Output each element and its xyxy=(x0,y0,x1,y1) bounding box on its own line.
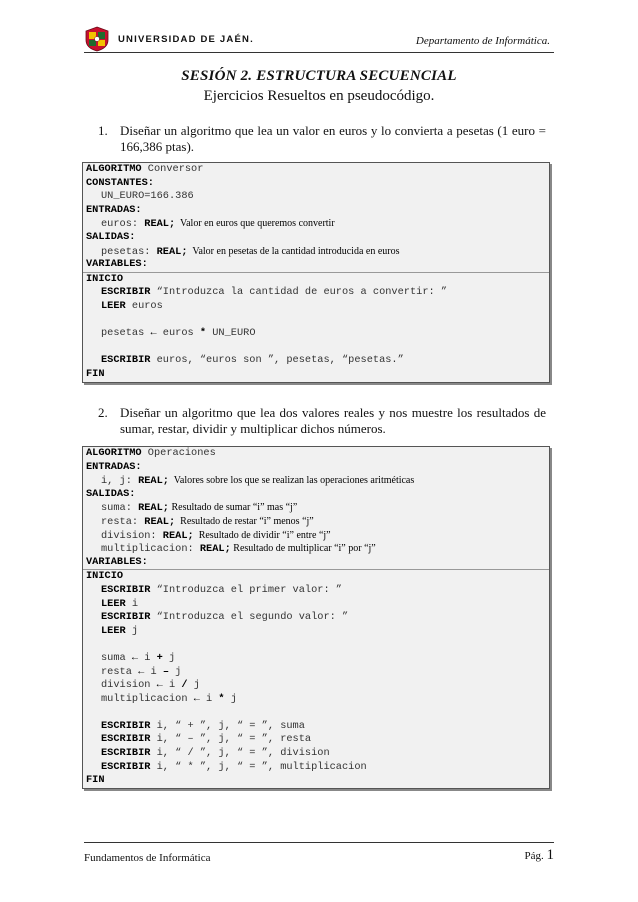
code-line xyxy=(83,204,549,218)
arrow-icon: ← xyxy=(131,651,139,664)
code-line xyxy=(83,774,549,788)
code-line xyxy=(83,625,549,639)
code-line xyxy=(83,474,549,488)
code-line xyxy=(83,733,549,747)
keyword: LEER xyxy=(101,597,126,610)
code-line xyxy=(83,666,549,680)
code-text: i xyxy=(125,597,139,610)
code-text: i, “ / ”, j, “ = ”, division xyxy=(150,747,330,760)
code-text: i xyxy=(144,665,163,678)
code-line xyxy=(83,761,549,775)
department-name: Departamento de Informática. xyxy=(415,35,550,47)
code-line xyxy=(83,258,549,272)
code-line xyxy=(83,217,549,231)
keyword: ENTRADAS: xyxy=(86,203,142,216)
code-line xyxy=(83,652,549,666)
page-subtitle: Ejercicios Resueltos en pseudocódigo. xyxy=(203,88,435,104)
code-line xyxy=(83,488,549,502)
keyword: LEER xyxy=(101,624,126,637)
code-text: j xyxy=(224,692,237,705)
code-text: multiplicacion: xyxy=(101,543,200,556)
code-line xyxy=(83,163,549,177)
code-line xyxy=(83,190,549,204)
keyword: ESCRIBIR xyxy=(101,760,151,773)
exercise-text: Diseñar un algoritmo que lea dos valores reales y nos muestre los resultados de sumar, restar, dividir y multiplicar dichos números. xyxy=(120,405,546,436)
operator: / xyxy=(181,679,188,692)
blank-line xyxy=(83,341,549,355)
operator: – xyxy=(162,665,169,678)
code-line xyxy=(83,542,549,556)
keyword: INICIO xyxy=(86,272,124,285)
code-text: j xyxy=(187,679,200,692)
code-line xyxy=(83,679,549,693)
keyword: FIN xyxy=(86,367,105,380)
keyword: ESCRIBIR xyxy=(101,733,151,746)
code-line xyxy=(83,515,549,529)
code-line xyxy=(83,747,549,761)
code-text: euros: xyxy=(101,218,145,231)
code-line xyxy=(83,556,549,570)
arrow-icon: ← xyxy=(156,679,163,692)
keyword: CONSTANTES: xyxy=(86,176,154,189)
keyword: ESCRIBIR xyxy=(101,354,151,367)
exercise-number: 1. xyxy=(98,123,108,138)
code-line xyxy=(83,447,549,461)
code-text: euros xyxy=(156,327,200,340)
keyword: ESCRIBIR xyxy=(101,747,151,760)
code-text: UN_EURO=166.386 xyxy=(101,190,194,203)
code-text: i xyxy=(138,651,157,664)
code-text: UN_EURO xyxy=(206,327,256,340)
code-comment: Resultado de dividir “i” entre “j” xyxy=(193,529,331,541)
keyword: LEER xyxy=(101,299,126,312)
arrow-icon: ← xyxy=(150,327,157,340)
code-text: “Introduzca el segundo valor: ” xyxy=(150,611,349,624)
code-text: suma xyxy=(101,651,132,664)
arrow-icon: ← xyxy=(138,665,145,678)
university-name: UNIVERSIDAD DE JAÉN. xyxy=(118,34,254,45)
keyword: REAL; xyxy=(156,245,188,258)
code-line xyxy=(83,570,549,584)
code-line xyxy=(83,368,549,382)
code-comment: Valor en pesetas de la cantidad introducida en euros xyxy=(187,245,400,257)
blank-line xyxy=(83,314,549,328)
code-text: division: xyxy=(101,529,163,542)
code-text: i, “ – ”, j, “ = ”, resta xyxy=(150,733,312,746)
code-text: “Introduzca la cantidad de euros a convertir: ” xyxy=(150,286,448,299)
keyword: VARIABLES: xyxy=(86,258,148,271)
page-number: 1 xyxy=(546,847,554,863)
operator: * xyxy=(199,327,207,340)
code-comment: Resultado de multiplicar “i” por “j” xyxy=(230,543,376,555)
code-text: i, j: xyxy=(101,475,139,488)
keyword: FIN xyxy=(86,774,105,787)
operator: + xyxy=(156,651,163,664)
code-line xyxy=(83,529,549,543)
code-comment: Resultado de sumar “i” mas “j” xyxy=(168,502,298,514)
code-comment: Valor en euros que queremos convertir xyxy=(175,218,335,230)
code-line xyxy=(83,461,549,475)
code-line xyxy=(83,177,549,191)
keyword: ESCRIBIR xyxy=(101,611,151,624)
keyword: ALGORITMO xyxy=(86,163,142,175)
code-comment: Resultado de restar “i” menos “j” xyxy=(175,515,314,527)
exercise-2 xyxy=(98,405,546,437)
code-text: resta xyxy=(101,665,139,678)
keyword: VARIABLES: xyxy=(86,555,148,568)
keyword: ESCRIBIR xyxy=(101,286,151,299)
keyword: REAL; xyxy=(144,218,176,231)
keyword: SALIDAS: xyxy=(86,230,136,243)
keyword: ESCRIBIR xyxy=(101,583,151,596)
keyword: ALGORITMO xyxy=(86,447,142,459)
code-text: euros, “euros son ”, pesetas, “pesetas.” xyxy=(150,354,404,367)
code-text: pesetas xyxy=(101,327,151,340)
keyword: ESCRIBIR xyxy=(101,719,151,732)
code-line xyxy=(83,611,549,625)
blank-line xyxy=(83,638,549,652)
code-block-1 xyxy=(82,162,550,383)
code-line xyxy=(83,354,549,368)
code-comment: Valores sobre los que se realizan las operaciones aritméticas xyxy=(168,475,415,487)
code-text: division xyxy=(101,679,157,692)
code-text: euros xyxy=(125,299,163,312)
code-text: multiplicacion xyxy=(101,692,194,705)
page-indicator xyxy=(525,847,555,864)
page-footer xyxy=(84,842,554,864)
exercise-number: 2. xyxy=(98,405,108,420)
exercise-1 xyxy=(98,123,546,155)
code-text: i xyxy=(162,679,182,692)
code-text: i, “ * ”, j, “ = ”, multiplicacion xyxy=(150,760,367,773)
keyword: REAL; xyxy=(144,515,176,528)
keyword: REAL; xyxy=(199,543,231,556)
blank-line xyxy=(83,706,549,720)
page-header xyxy=(84,26,554,53)
code-text: “Introduzca el primer valor: ” xyxy=(150,583,342,596)
code-line xyxy=(83,286,549,300)
code-line xyxy=(83,693,549,707)
keyword: REAL; xyxy=(138,475,169,488)
code-line xyxy=(83,245,549,259)
code-text: Operaciones xyxy=(141,447,216,459)
code-line xyxy=(83,327,549,341)
code-text: j xyxy=(125,624,139,637)
code-text: Conversor xyxy=(141,163,204,175)
code-line xyxy=(83,300,549,314)
arrow-icon: ← xyxy=(193,692,200,705)
code-text: suma: xyxy=(101,502,139,515)
code-line xyxy=(83,231,549,245)
page-title: SESIÓN 2. ESTRUCTURA SECUENCIAL xyxy=(181,68,457,84)
code-line xyxy=(83,584,549,598)
code-text: j xyxy=(162,651,176,664)
code-text: pesetas: xyxy=(101,245,157,258)
code-text: resta: xyxy=(101,515,145,528)
code-block-2 xyxy=(82,446,550,789)
university-crest-icon xyxy=(84,26,110,52)
page-label: Pág. xyxy=(524,850,547,862)
code-line xyxy=(83,598,549,612)
keyword: ENTRADAS: xyxy=(86,460,142,473)
course-name: Fundamentos de Informática xyxy=(84,852,211,864)
code-text: i, “ + ”, j, “ = ”, suma xyxy=(150,719,305,732)
operator: * xyxy=(218,692,225,705)
code-text: j xyxy=(169,665,182,678)
keyword: REAL; xyxy=(138,502,169,515)
code-line xyxy=(83,501,549,515)
keyword: INICIO xyxy=(86,570,124,583)
code-line xyxy=(83,720,549,734)
exercise-text: Diseñar un algoritmo que lea un valor en euros y lo convierta a pesetas (1 euro = 166,386 ptas). xyxy=(120,123,546,154)
keyword: SALIDAS: xyxy=(86,487,136,500)
code-text: i xyxy=(199,692,219,705)
keyword: REAL; xyxy=(162,529,194,542)
code-line xyxy=(83,273,549,287)
